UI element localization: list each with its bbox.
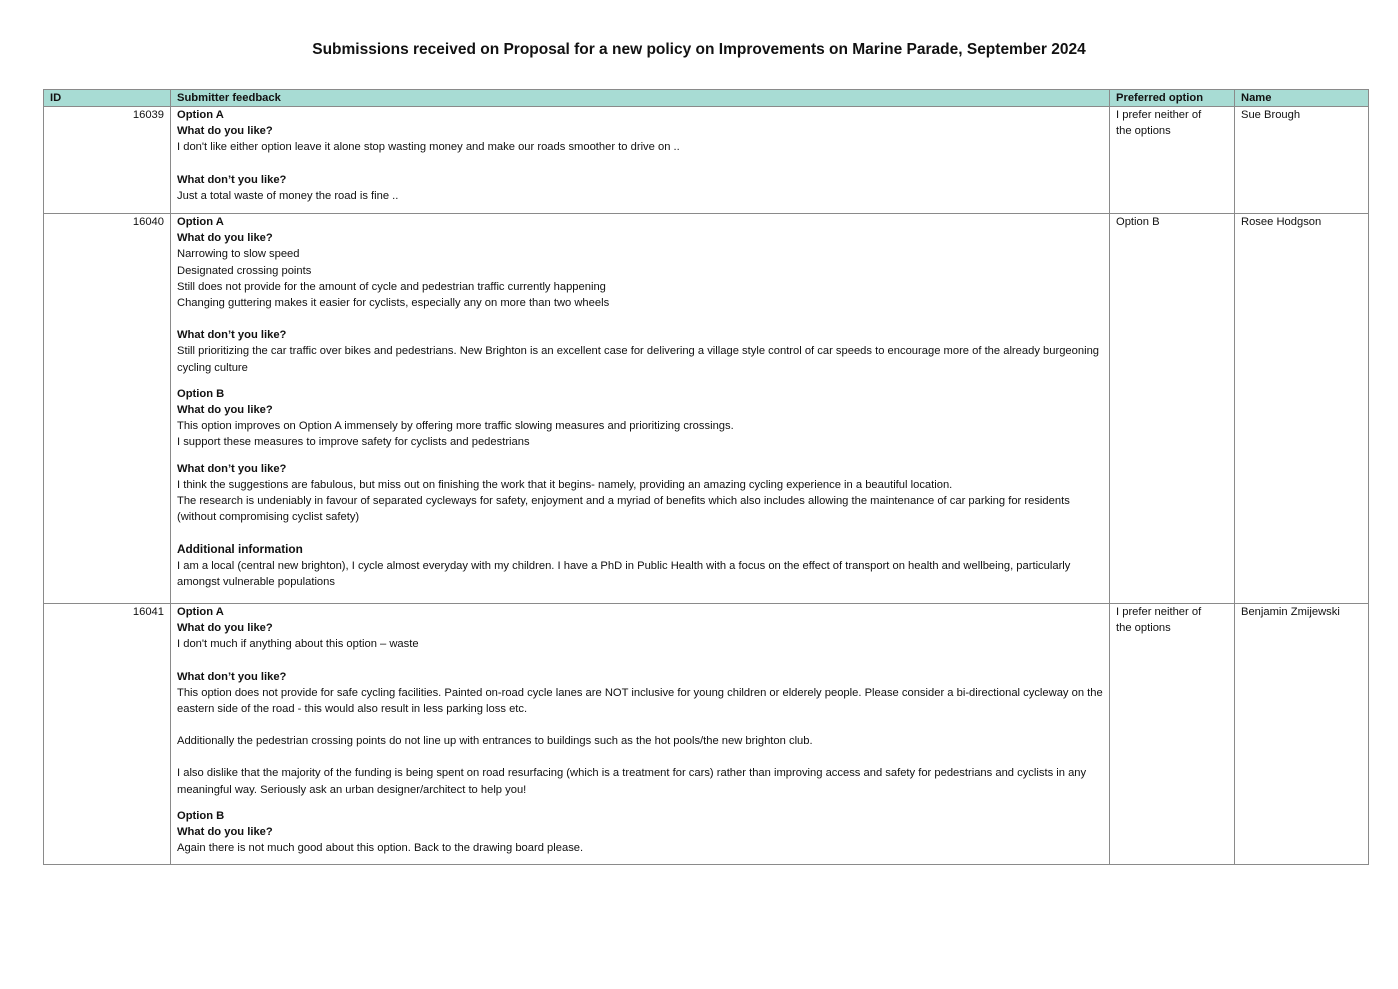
feedback-text: I support these measures to improve safety for cyclists and pedestrians [177,436,530,449]
additional-info-heading: Additional information [177,542,303,557]
preferred-option-text: the options [1116,622,1171,635]
submitter-feedback [171,604,1110,865]
question-heading: What do you like? [177,404,273,417]
preferred-option-text: Option B [1116,216,1160,228]
feedback-text: Changing guttering makes it easier for cyclists, especially any on more than two wheels [177,297,610,310]
feedback-text: This option does not provide for safe cycling facilities. Painted on-road cycle lanes are NOT inclusive for young children or elderely people. Please consider a bi-directional cycleway on the eastern side of the road - this would also result in less parking loss etc. [177,686,1103,716]
header-submitter-feedback: Submitter feedback [171,90,1110,107]
preferred-option [1110,214,1235,604]
preferred-option [1110,107,1235,214]
table-row [44,107,1369,214]
question-heading: What don’t you like? [177,329,287,342]
feedback-text: I am a local (central new brighton), I cycle almost everyday with my children. I have a PhD in Public Health with a focus on the effect of transport on health and wellbeing, particularly amongst vulnerable populations [177,559,1071,588]
option-heading: Option A [177,109,224,121]
preferred-option [1110,604,1235,865]
option-heading: Option B [177,387,225,400]
document-title: Submissions received on Proposal for a new policy on Improvements on Marine Parade, September 2024 [312,41,1086,58]
submitter-feedback [171,214,1110,604]
submission-id: 16040 [44,214,171,604]
feedback-text: Narrowing to slow speed [177,248,300,261]
question-heading: What do you like? [177,232,273,245]
header-id: ID [44,90,171,107]
table-header-row [44,90,1369,107]
submitter-feedback [171,107,1110,214]
table-row [44,604,1369,865]
preferred-option-text: the options [1116,125,1171,138]
feedback-text: I don't like either option leave it alone stop wasting money and make our roads smoother to drive on .. [177,141,680,154]
option-heading: Option A [177,216,224,228]
submitter-name: Sue Brough [1235,107,1369,214]
submitter-name: Rosee Hodgson [1235,214,1369,604]
header-preferred-option: Preferred option [1110,90,1235,107]
feedback-text: Still does not provide for the amount of cycle and pedestrian traffic currently happening [177,280,606,293]
question-heading: What don’t you like? [177,173,287,186]
preferred-option-text: I prefer neither of [1116,606,1202,618]
feedback-text: I also dislike that the majority of the funding is being spent on road resurfacing (which is a treatment for cars) rather than improving access and safety for pedestrians and cyclists in any meaningful way. Seriously ask an urban designer/architect to help you! [177,767,1087,796]
table-row [44,214,1369,604]
question-heading: What don’t you like? [177,670,287,683]
feedback-text: This option improves on Option A immensely by offering more traffic slowing measures and prioritizing crossings. [177,420,734,433]
feedback-text: Additionally the pedestrian crossing points do not line up with entrances to buildings such as the hot pools/the new brighton club. [177,735,813,748]
option-heading: Option B [177,809,225,822]
submissions-table [43,89,1369,865]
feedback-text: I don't much if anything about this option – waste [177,638,419,651]
feedback-text: Just a total waste of money the road is fine .. [177,189,399,202]
option-heading: Option A [177,606,224,618]
feedback-text: I think the suggestions are fabulous, but miss out on finishing the work that it begins- namely, providing an amazing cycling experience in a beautiful location. [177,478,953,491]
feedback-text: The research is undeniably in favour of separated cycleways for safety, enjoyment and a myriad of benefits which also includes allowing the maintenance of car parking for residents (without compromising cyclist safety) [177,495,1070,524]
preferred-option-text: I prefer neither of [1116,109,1202,121]
question-heading: What do you like? [177,622,273,635]
feedback-text: Designated crossing points [177,264,312,277]
submission-id: 16039 [44,107,171,214]
question-heading: What do you like? [177,125,273,138]
submission-id: 16041 [44,604,171,865]
header-name: Name [1235,90,1369,107]
question-heading: What do you like? [177,826,273,839]
submitter-name: Benjamin Zmijewski [1235,604,1369,865]
feedback-text: Again there is not much good about this option. Back to the drawing board please. [177,842,584,855]
question-heading: What don’t you like? [177,462,287,475]
feedback-text: Still prioritizing the car traffic over bikes and pedestrians. New Brighton is an excellent case for delivering a village style control of car speeds to encourage more of the already burgeoning cycling culture [177,345,1100,374]
